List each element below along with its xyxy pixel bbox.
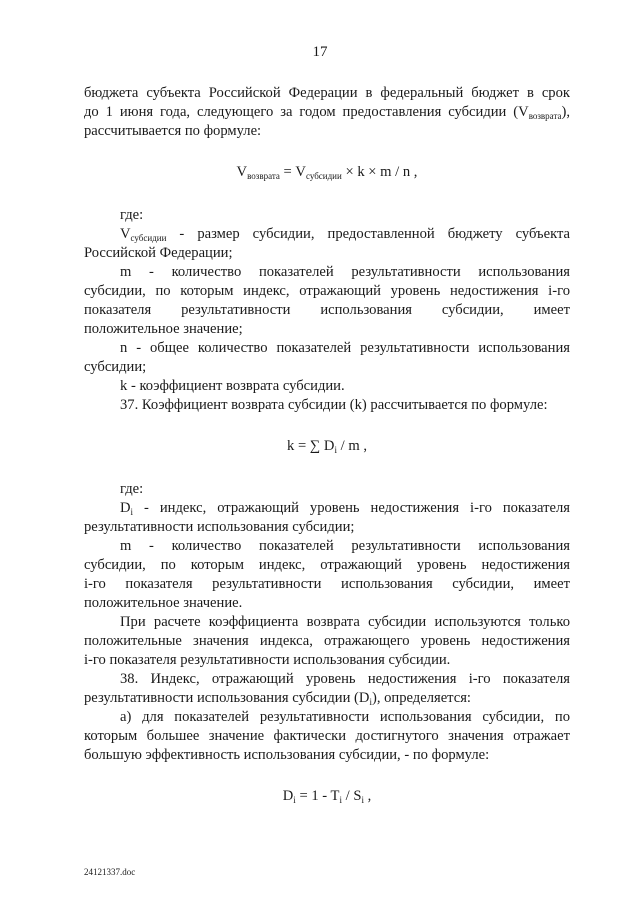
paragraph-a: которым большее значение фактически достигнутого значения отражает [84, 728, 570, 744]
definition-m2: m - количество показателей результативности использования [120, 538, 570, 554]
definition-m: показателя результативности использования субсидии, имеет [84, 302, 570, 318]
formula-d: $D_i = 1 - T_i / S_i$ , [282, 788, 372, 805]
document-body [84, 84, 570, 806]
paragraph-a: большую эффективность использования субсидии, - по формуле: [84, 747, 490, 763]
definition-k: k - коэффициент возврата субсидии. [120, 378, 345, 394]
definition-d: результативности использования субсидии; [84, 519, 355, 535]
definition-m2: i-го показателя результативности использования субсидии, имеет [84, 576, 570, 592]
footer-filename: 24121337.doc [84, 867, 136, 877]
paragraph-calc: i-го показателя результативности использования субсидии. [84, 652, 451, 668]
definition-m: субсидии, по которым индекс, отражающий уровень недостижения i-го [84, 283, 570, 299]
page-number: 17 [312, 44, 328, 60]
paragraph-text: рассчитывается по формуле: [84, 123, 262, 139]
paragraph-calc: положительные значения индекса, отражающего уровень недостижения [84, 633, 570, 649]
where-label: где: [120, 207, 144, 223]
paragraph-37: 37. Коэффициент возврата субсидии (k) рассчитывается по формуле: [120, 397, 548, 413]
paragraph-a: а) для показателей результативности использования субсидии, по [120, 709, 570, 725]
definition-m: m - количество показателей результативности использования [120, 264, 570, 280]
definition-v: Российской Федерации; [84, 245, 233, 261]
formula-k: k = ∑ $D_i$ / m , [287, 438, 367, 455]
definition-m2: субсидии, по которым индекс, отражающий уровень недостижения [84, 557, 570, 573]
paragraph-text: до 1 июня года, следующего за годом предоставления субсидии $(V_{возврата})$, [84, 104, 570, 121]
formula-v-return: $V_{возврата} = V_{субсидии} \times k \times m / n$ , [236, 164, 418, 181]
definition-m2: положительное значение. [84, 595, 243, 611]
paragraph-text: бюджета субъекта Российской Федерации в федеральный бюджет в срок [84, 85, 570, 101]
definition-d: $D_i$ - индекс, отражающий уровень недостижения i-го показателя [120, 500, 570, 517]
definition-n: субсидии; [84, 359, 147, 375]
where-label: где: [120, 481, 144, 497]
definition-m: положительное значение; [84, 321, 243, 337]
definition-v: $V_{субсидии}$ - размер субсидии, предоставленной бюджету субъекта [120, 226, 570, 243]
paragraph-38: результативности использования субсидии $(D_i)$, определяется: [84, 690, 471, 707]
paragraph-calc: При расчете коэффициента возврата субсидии используются только [120, 614, 570, 630]
paragraph-38: 38. Индекс, отражающий уровень недостижения i-го показателя [120, 671, 570, 687]
definition-n: n - общее количество показателей результативности использования [120, 340, 570, 356]
